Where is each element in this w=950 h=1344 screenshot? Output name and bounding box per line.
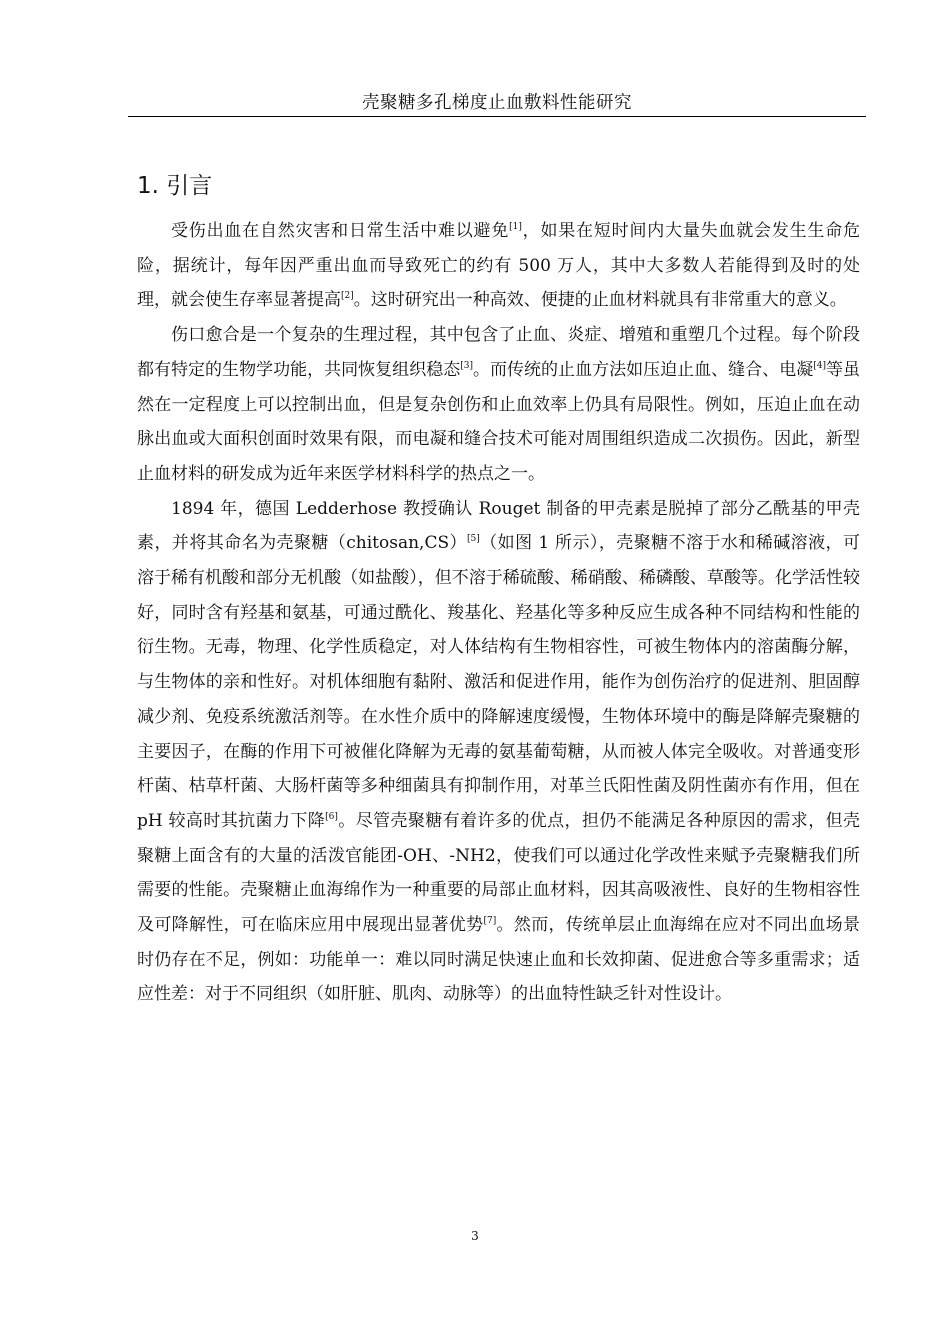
- body-text: [137, 214, 860, 1012]
- citation-7: [7]: [483, 916, 497, 927]
- citation-3: [3]: [460, 360, 473, 371]
- page-number: 3: [471, 1229, 479, 1243]
- paragraph-text: 1894 年，德国 Ledderhose 教授确认 Rouget 制备的甲壳素是脱掉了部分乙酰基的甲壳素，并将其命名为壳聚糖（chitosan,CS）: [137, 498, 860, 554]
- paragraph-text: 伤口愈合是一个复杂的生理过程，其中包含了止血、炎症、增殖和重塑几个过程。每个阶段都有特定的生物学功能，共同恢复组织稳态: [137, 325, 860, 380]
- paragraph-text: （如图 1 所示），壳聚糖不溶于水和稀碱溶液，可溶于稀有机酸和部分无机酸（如盐酸），但不溶于稀硫酸、稀硝酸、稀磷酸、草酸等。化学活性较好，同时含有羟基和氨基，可通过酰化、羧基化、羟基化等多种反应生成各种不同结构和性能的衍生物。无毒，物理、化学性质稳定，对人体结构有生物相容性，可被生物体内的溶菌酶分解，与生物体的亲和性好。对机体细胞有黏附、激活和促进作用，能作为创伤治疗的促进剂、胆固醇减少剂、免疫系统激活剂等。在水性介质中的降解速度缓慢，生物体环境中的酶是降解壳聚糖的主要因子，在酶的作用下可被催化降解为无毒的氨基葡萄糖，从而被人体完全吸收。对普通变形杆菌、枯草杆菌、大肠杆菌等多种细菌具有抑制作用，对革兰氏阳性菌及阴性菌亦有作用，但在 pH 较高时其抗菌力下降: [137, 533, 860, 831]
- paragraph-2: [137, 318, 860, 492]
- paragraph-text: 。而传统的止血方法如压迫止血、缝合、电凝: [472, 359, 814, 380]
- citation-6: [6]: [325, 811, 338, 822]
- running-header: 壳聚糖多孔梯度止血敷料性能研究: [362, 93, 632, 113]
- citation-5: [5]: [467, 534, 480, 545]
- paragraph-text: 等虽然在一定程度上可以控制出血，但是复杂创伤和止血效率上仍具有局限性。例如，压迫止血在动脉出血或大面积创面时效果有限，而电凝和缝合技术可能对周围组织造成二次损伤。因此，新型止血材料的研发成为近年来医学材料科学的热点之一。: [137, 359, 861, 484]
- paragraph-1: [137, 214, 860, 318]
- paragraph-text: 。然而，传统单层止血海绵在应对不同出血场景时仍存在不足，例如：功能单一：难以同时满足快速止血和长效抑菌、促进愈合等多重需求；适应性差：对于不同组织（如肝脏、肌肉、动脉等）的出血特性缺乏针对性设计。: [137, 915, 861, 1005]
- citation-2: [2]: [341, 291, 354, 302]
- paragraph-text: 。这时研究出一种高效、便捷的止血材料就具有非常重大的意义。: [353, 290, 847, 311]
- citation-4: [4]: [813, 360, 826, 371]
- header-rule: [128, 116, 866, 117]
- paragraph-text: ，如果在短时间内大量失血就会发生生命危险，据统计，每年因严重出血而导致死亡的约有 500 万人，其中大多数人若能得到及时的处理，就会使生存率显著提高: [137, 221, 860, 311]
- citation-1: [1]: [509, 222, 522, 232]
- paragraph-text: 。尽管壳聚糖有着许多的优点，担仍不能满足各种原因的需求，但壳聚糖上面含有的大量的活泼官能团-OH、-NH2，使我们可以通过化学改性来赋予壳聚糖我们所需要的性能。壳聚糖止血海绵作为一种重要的局部止血材料，因其高吸液性、良好的生物相容性及可降解性，可在临床应用中展现出显著优势: [137, 810, 860, 936]
- section-title: 1. 引言: [137, 173, 213, 199]
- paragraph-text: 受伤出血在自然灾害和日常生活中难以避免: [171, 221, 510, 241]
- paragraph-3: [137, 492, 860, 1013]
